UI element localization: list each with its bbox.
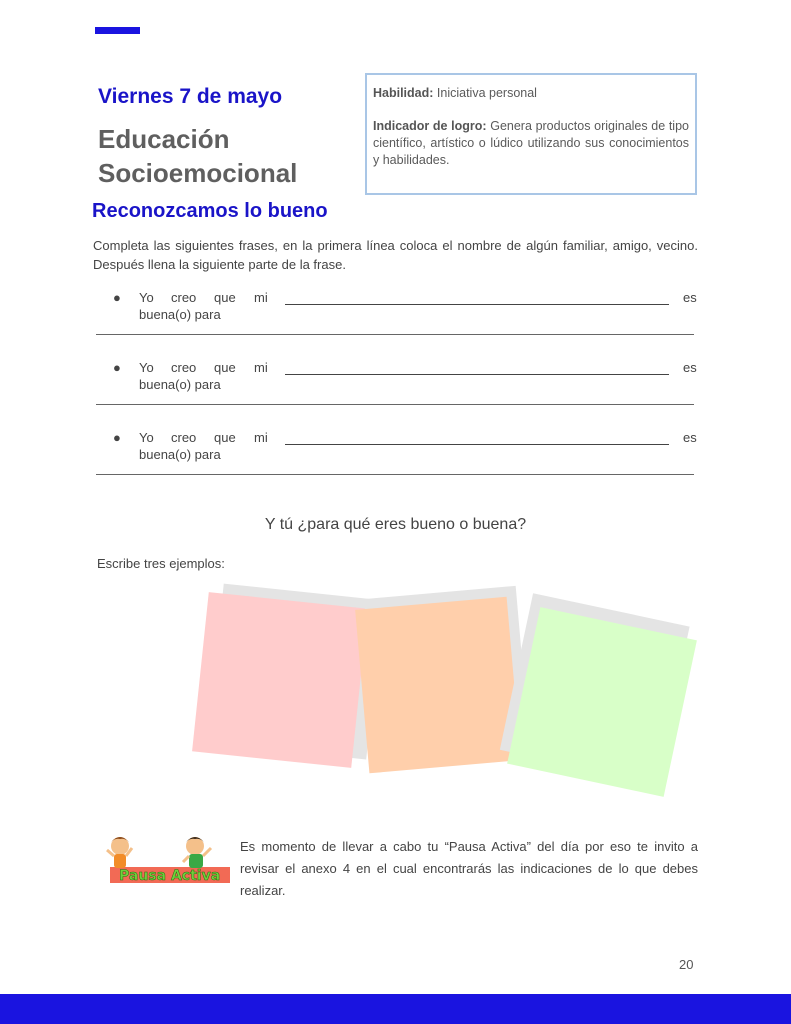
page-number: 20 (679, 957, 694, 972)
bullet: ● (113, 290, 121, 305)
subject-title (98, 122, 297, 190)
word: mi (254, 430, 268, 445)
sticky-note-pink[interactable] (192, 592, 368, 768)
date-heading: Viernes 7 de mayo (98, 85, 283, 108)
sticky-note-surface[interactable] (192, 592, 368, 768)
bullet: ● (113, 360, 121, 375)
name-blank-line[interactable] (285, 374, 669, 375)
answer-blank-line[interactable] (96, 404, 694, 405)
word: creo (171, 430, 197, 445)
sticky-note-green[interactable] (507, 607, 697, 797)
subject-title-line1: Educación (98, 124, 230, 154)
bullet: ● (113, 430, 121, 445)
name-blank-line[interactable] (285, 304, 669, 305)
word: Yo (139, 430, 154, 445)
word: es (683, 360, 697, 375)
indicador-value: Genera productos originales de tipo científico, artístico o lúdico utilizando sus conocimientos y habilidades. (373, 119, 689, 167)
indicador (373, 118, 689, 169)
bottom-accent-bar (0, 994, 791, 1024)
word: es (683, 430, 697, 445)
word: mi (254, 290, 268, 305)
word: creo (171, 360, 197, 375)
sticky-note-surface[interactable] (355, 597, 521, 774)
sticky-note-orange[interactable] (355, 597, 521, 774)
section-title: Reconozcamos lo bueno (92, 200, 328, 222)
habilidad (373, 85, 689, 102)
skill-box (365, 73, 697, 195)
word: Yo (139, 290, 154, 305)
word: buena(o) para (139, 307, 221, 322)
word: que (214, 430, 236, 445)
subject-title-line2: Socioemocional (98, 158, 298, 188)
pausa-activa-logo-text: Pausa Activa (119, 868, 221, 884)
habilidad-value: Iniciativa personal (433, 86, 537, 100)
answer-blank-line[interactable] (96, 474, 694, 475)
pausa-activa-text: Es momento de llevar a cabo tu “Pausa Activa” del día por eso te invito a revisar el anexo 4 en el cual encontrarás las indicaciones de lo que debes realizar. (240, 839, 698, 898)
name-blank-line[interactable] (285, 444, 669, 445)
answer-blank-line[interactable] (96, 334, 694, 335)
question-heading: Y tú ¿para qué eres bueno o buena? (264, 516, 527, 533)
word: es (683, 290, 697, 305)
instructions: Completa las siguientes frases, en la primera línea coloca el nombre de algún familiar, amigo, vecino. Después llena la siguiente parte de la frase. (93, 238, 698, 272)
sticky-note-surface[interactable] (507, 607, 697, 797)
indicador-label: Indicador de logro: (373, 119, 487, 133)
word: que (214, 360, 236, 375)
examples-label: Escribe tres ejemplos: (97, 556, 225, 571)
word: creo (171, 290, 197, 305)
habilidad-label: Habilidad: (373, 86, 434, 100)
word: mi (254, 360, 268, 375)
pausa-activa-logo (105, 832, 235, 892)
word: buena(o) para (139, 447, 221, 462)
top-accent-bar (95, 27, 140, 34)
word: buena(o) para (139, 377, 221, 392)
word: que (214, 290, 236, 305)
word: Yo (139, 360, 154, 375)
